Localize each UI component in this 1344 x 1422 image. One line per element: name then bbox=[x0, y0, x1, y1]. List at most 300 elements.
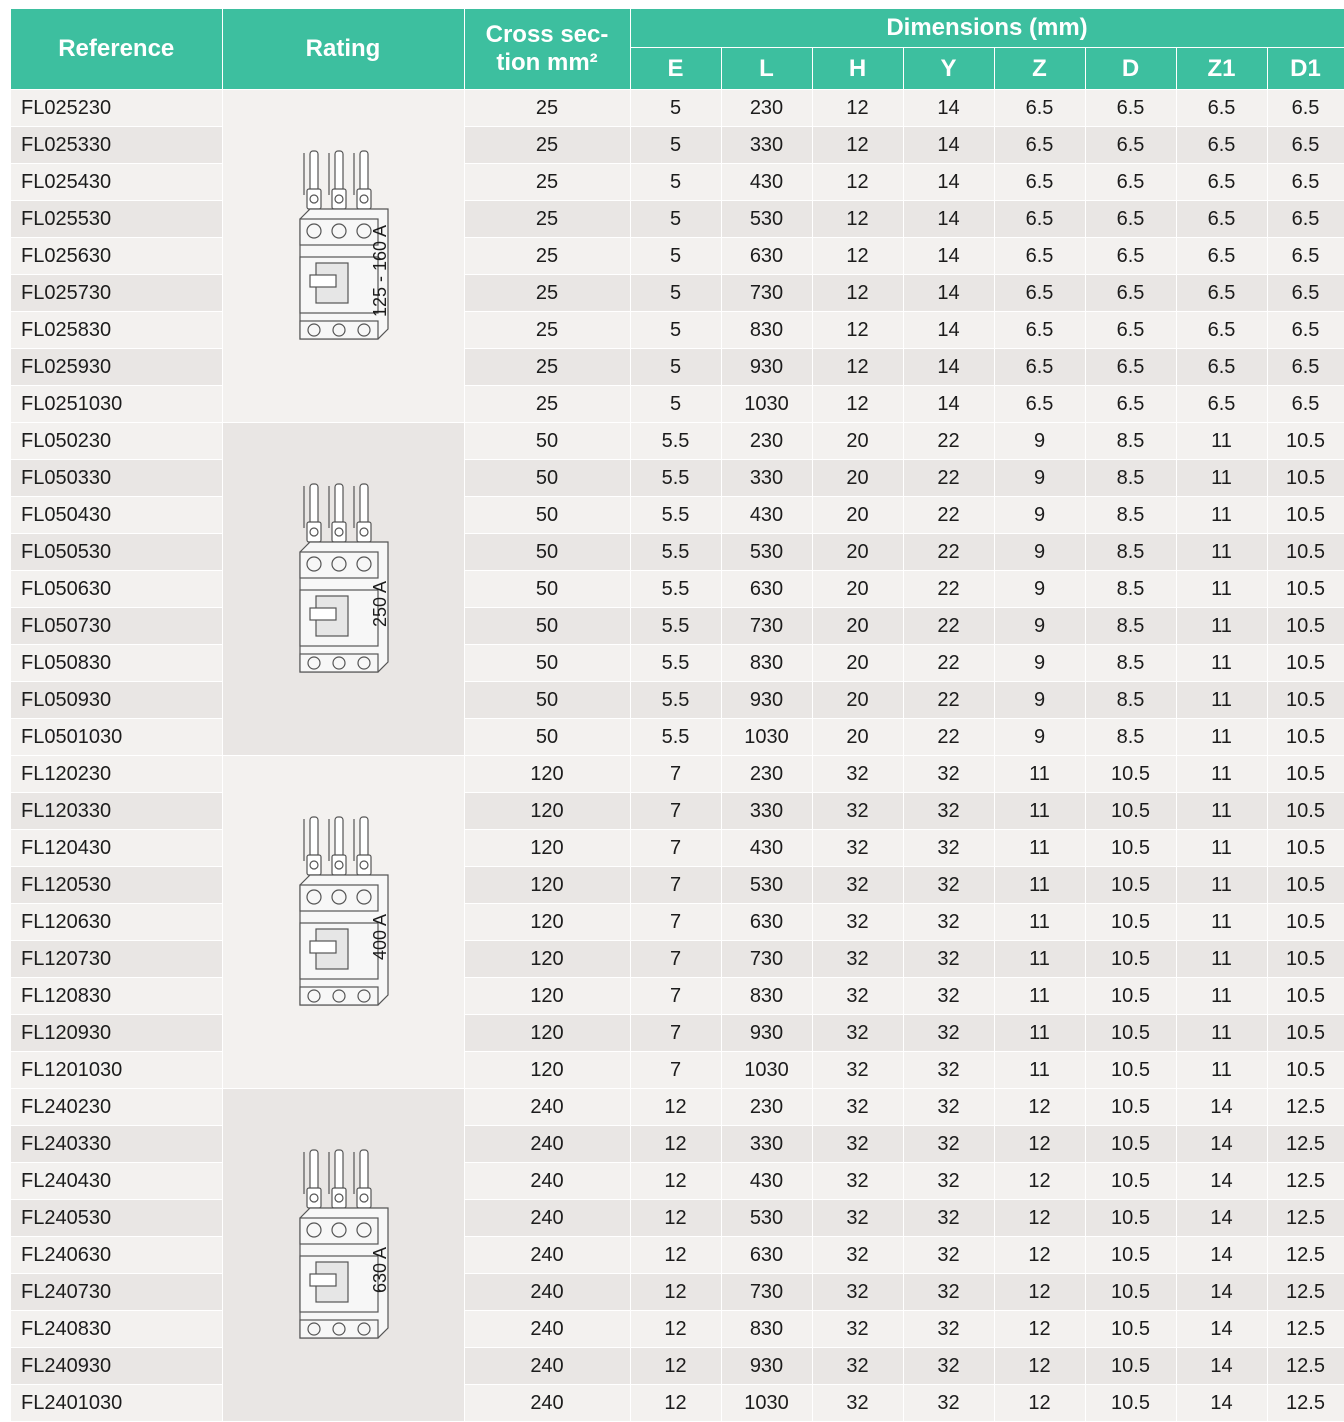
cross-section-cell: 25 bbox=[464, 238, 630, 275]
dim-header-l: L bbox=[721, 48, 812, 90]
dim-z1-cell: 11 bbox=[1176, 867, 1267, 904]
dim-y-cell: 22 bbox=[903, 423, 994, 460]
table-row bbox=[11, 460, 1344, 497]
dim-d1-cell: 10.5 bbox=[1267, 1052, 1344, 1089]
cross-section-cell: 120 bbox=[464, 1015, 630, 1052]
dim-d-cell: 10.5 bbox=[1085, 1015, 1176, 1052]
dim-h-cell: 20 bbox=[812, 571, 903, 608]
dim-d-cell: 6.5 bbox=[1085, 386, 1176, 423]
dim-d-cell: 8.5 bbox=[1085, 645, 1176, 682]
dim-y-cell: 32 bbox=[903, 1385, 994, 1422]
table-row bbox=[11, 1348, 1344, 1385]
circuit-breaker-illustration bbox=[288, 149, 398, 364]
dim-z-cell: 11 bbox=[994, 1015, 1085, 1052]
cross-section-cell: 120 bbox=[464, 941, 630, 978]
dim-z1-cell: 14 bbox=[1176, 1237, 1267, 1274]
dim-z1-cell: 14 bbox=[1176, 1311, 1267, 1348]
circuit-breaker-illustration bbox=[288, 815, 398, 1030]
reference-cell: FL050630 bbox=[11, 571, 222, 608]
dim-l-cell: 230 bbox=[721, 90, 812, 127]
dim-header-h: H bbox=[812, 48, 903, 90]
table-row bbox=[11, 719, 1344, 756]
dim-d-cell: 10.5 bbox=[1085, 1052, 1176, 1089]
dim-z1-cell: 11 bbox=[1176, 460, 1267, 497]
reference-cell: FL120630 bbox=[11, 904, 222, 941]
dim-z-cell: 6.5 bbox=[994, 312, 1085, 349]
cross-section-cell: 120 bbox=[464, 978, 630, 1015]
dim-d1-cell: 6.5 bbox=[1267, 127, 1344, 164]
dim-y-cell: 14 bbox=[903, 201, 994, 238]
dim-h-cell: 20 bbox=[812, 460, 903, 497]
reference-cell: FL025230 bbox=[11, 90, 222, 127]
table-row bbox=[11, 1126, 1344, 1163]
dim-z1-cell: 11 bbox=[1176, 941, 1267, 978]
dim-z1-cell: 6.5 bbox=[1176, 275, 1267, 312]
cross-section-cell: 120 bbox=[464, 1052, 630, 1089]
rating-label: 250 A bbox=[369, 580, 390, 627]
dim-z1-cell: 11 bbox=[1176, 904, 1267, 941]
cross-section-cell: 50 bbox=[464, 460, 630, 497]
reference-cell: FL0501030 bbox=[11, 719, 222, 756]
dim-y-cell: 32 bbox=[903, 1089, 994, 1126]
dim-l-cell: 730 bbox=[721, 1274, 812, 1311]
dim-h-cell: 32 bbox=[812, 1200, 903, 1237]
table-row bbox=[11, 1200, 1344, 1237]
dim-d1-cell: 12.5 bbox=[1267, 1385, 1344, 1422]
dim-l-cell: 630 bbox=[721, 904, 812, 941]
dim-d1-cell: 10.5 bbox=[1267, 534, 1344, 571]
dim-d1-cell: 10.5 bbox=[1267, 682, 1344, 719]
dim-d1-cell: 10.5 bbox=[1267, 1015, 1344, 1052]
dim-d-cell: 10.5 bbox=[1085, 1200, 1176, 1237]
dim-y-cell: 22 bbox=[903, 534, 994, 571]
dim-d-cell: 6.5 bbox=[1085, 238, 1176, 275]
dim-z-cell: 6.5 bbox=[994, 90, 1085, 127]
cross-section-cell: 50 bbox=[464, 497, 630, 534]
dim-z-cell: 6.5 bbox=[994, 275, 1085, 312]
cross-section-cell: 120 bbox=[464, 867, 630, 904]
dim-z-cell: 6.5 bbox=[994, 164, 1085, 201]
dim-l-cell: 230 bbox=[721, 423, 812, 460]
dim-l-cell: 830 bbox=[721, 1311, 812, 1348]
table-header bbox=[11, 9, 1344, 90]
cross-section-cell: 50 bbox=[464, 608, 630, 645]
reference-cell: FL050930 bbox=[11, 682, 222, 719]
dim-l-cell: 530 bbox=[721, 867, 812, 904]
dim-e-cell: 12 bbox=[630, 1200, 721, 1237]
dim-z1-cell: 11 bbox=[1176, 571, 1267, 608]
dim-z-cell: 9 bbox=[994, 682, 1085, 719]
cross-section-cell: 240 bbox=[464, 1348, 630, 1385]
dim-l-cell: 430 bbox=[721, 164, 812, 201]
cross-section-cell: 120 bbox=[464, 756, 630, 793]
dim-l-cell: 230 bbox=[721, 1089, 812, 1126]
reference-cell: FL050530 bbox=[11, 534, 222, 571]
dim-y-cell: 14 bbox=[903, 349, 994, 386]
cross-section-cell: 240 bbox=[464, 1089, 630, 1126]
dim-y-cell: 32 bbox=[903, 1126, 994, 1163]
cross-section-header-line1: Cross sec- bbox=[485, 21, 609, 49]
reference-cell: FL120930 bbox=[11, 1015, 222, 1052]
dim-z1-cell: 14 bbox=[1176, 1126, 1267, 1163]
dim-d1-cell: 6.5 bbox=[1267, 201, 1344, 238]
dim-d1-cell: 10.5 bbox=[1267, 497, 1344, 534]
dim-header-d: D bbox=[1085, 48, 1176, 90]
cross-section-cell: 240 bbox=[464, 1200, 630, 1237]
cross-section-cell: 240 bbox=[464, 1385, 630, 1422]
dim-y-cell: 32 bbox=[903, 904, 994, 941]
cross-section-cell: 25 bbox=[464, 201, 630, 238]
dim-y-cell: 14 bbox=[903, 386, 994, 423]
dim-y-cell: 22 bbox=[903, 608, 994, 645]
dim-y-cell: 22 bbox=[903, 497, 994, 534]
dim-l-cell: 230 bbox=[721, 756, 812, 793]
dim-z-cell: 9 bbox=[994, 608, 1085, 645]
dim-y-cell: 14 bbox=[903, 164, 994, 201]
reference-cell: FL120230 bbox=[11, 756, 222, 793]
reference-cell: FL240930 bbox=[11, 1348, 222, 1385]
dim-z-cell: 12 bbox=[994, 1237, 1085, 1274]
dim-e-cell: 12 bbox=[630, 1311, 721, 1348]
dim-z-cell: 6.5 bbox=[994, 127, 1085, 164]
dim-e-cell: 12 bbox=[630, 1348, 721, 1385]
dim-e-cell: 7 bbox=[630, 756, 721, 793]
reference-header: Reference bbox=[11, 9, 222, 90]
reference-cell: FL1201030 bbox=[11, 1052, 222, 1089]
dim-z1-cell: 6.5 bbox=[1176, 386, 1267, 423]
dim-h-cell: 32 bbox=[812, 793, 903, 830]
dim-z-cell: 9 bbox=[994, 719, 1085, 756]
reference-cell: FL240230 bbox=[11, 1089, 222, 1126]
table-row bbox=[11, 386, 1344, 423]
dim-e-cell: 12 bbox=[630, 1237, 721, 1274]
dim-y-cell: 14 bbox=[903, 90, 994, 127]
dim-l-cell: 630 bbox=[721, 571, 812, 608]
dim-z1-cell: 6.5 bbox=[1176, 238, 1267, 275]
dim-l-cell: 330 bbox=[721, 460, 812, 497]
dim-h-cell: 12 bbox=[812, 275, 903, 312]
circuit-breaker-illustration bbox=[288, 1148, 398, 1363]
table-row bbox=[11, 201, 1344, 238]
dim-y-cell: 22 bbox=[903, 460, 994, 497]
dim-d1-cell: 6.5 bbox=[1267, 164, 1344, 201]
dim-z1-cell: 14 bbox=[1176, 1200, 1267, 1237]
table-row bbox=[11, 349, 1344, 386]
dim-header-z: Z bbox=[994, 48, 1085, 90]
table-row bbox=[11, 1311, 1344, 1348]
dim-e-cell: 5.5 bbox=[630, 571, 721, 608]
cross-section-cell: 50 bbox=[464, 423, 630, 460]
dim-d-cell: 10.5 bbox=[1085, 830, 1176, 867]
dim-e-cell: 12 bbox=[630, 1163, 721, 1200]
dim-header-e: E bbox=[630, 48, 721, 90]
rating-group bbox=[11, 756, 1344, 1089]
dim-d1-cell: 10.5 bbox=[1267, 608, 1344, 645]
reference-cell: FL050330 bbox=[11, 460, 222, 497]
table-row bbox=[11, 534, 1344, 571]
dim-d1-cell: 10.5 bbox=[1267, 941, 1344, 978]
dim-z-cell: 12 bbox=[994, 1126, 1085, 1163]
dim-d1-cell: 12.5 bbox=[1267, 1126, 1344, 1163]
rating-group bbox=[11, 423, 1344, 756]
dim-d-cell: 10.5 bbox=[1085, 1348, 1176, 1385]
reference-cell: FL025630 bbox=[11, 238, 222, 275]
dim-z-cell: 11 bbox=[994, 830, 1085, 867]
cross-section-cell: 25 bbox=[464, 90, 630, 127]
cross-section-cell: 120 bbox=[464, 793, 630, 830]
dim-h-cell: 32 bbox=[812, 756, 903, 793]
dim-e-cell: 5 bbox=[630, 275, 721, 312]
dim-d1-cell: 12.5 bbox=[1267, 1274, 1344, 1311]
dim-h-cell: 20 bbox=[812, 534, 903, 571]
reference-cell: FL120530 bbox=[11, 867, 222, 904]
dim-d1-cell: 12.5 bbox=[1267, 1163, 1344, 1200]
rating-header: Rating bbox=[222, 9, 464, 90]
dim-e-cell: 5.5 bbox=[630, 682, 721, 719]
dim-z-cell: 12 bbox=[994, 1348, 1085, 1385]
dim-y-cell: 32 bbox=[903, 867, 994, 904]
dim-y-cell: 32 bbox=[903, 1163, 994, 1200]
dim-e-cell: 12 bbox=[630, 1126, 721, 1163]
dim-h-cell: 12 bbox=[812, 386, 903, 423]
table-row bbox=[11, 793, 1344, 830]
dim-header-y: Y bbox=[903, 48, 994, 90]
dim-d1-cell: 10.5 bbox=[1267, 460, 1344, 497]
dim-z-cell: 9 bbox=[994, 534, 1085, 571]
reference-cell: FL050430 bbox=[11, 497, 222, 534]
dim-d-cell: 10.5 bbox=[1085, 1126, 1176, 1163]
dim-l-cell: 530 bbox=[721, 1200, 812, 1237]
dim-z-cell: 6.5 bbox=[994, 201, 1085, 238]
dim-e-cell: 5 bbox=[630, 201, 721, 238]
cross-section-cell: 50 bbox=[464, 719, 630, 756]
cross-section-cell: 25 bbox=[464, 127, 630, 164]
dim-l-cell: 930 bbox=[721, 1348, 812, 1385]
dim-y-cell: 22 bbox=[903, 719, 994, 756]
rating-group bbox=[11, 90, 1344, 423]
dim-d-cell: 6.5 bbox=[1085, 90, 1176, 127]
dim-l-cell: 830 bbox=[721, 312, 812, 349]
dim-z1-cell: 11 bbox=[1176, 978, 1267, 1015]
dim-d-cell: 10.5 bbox=[1085, 756, 1176, 793]
dim-y-cell: 32 bbox=[903, 978, 994, 1015]
cross-section-header-line2: tion mm² bbox=[496, 49, 598, 76]
dim-d-cell: 10.5 bbox=[1085, 978, 1176, 1015]
dim-e-cell: 12 bbox=[630, 1274, 721, 1311]
reference-cell: FL240330 bbox=[11, 1126, 222, 1163]
dim-z1-cell: 14 bbox=[1176, 1348, 1267, 1385]
table-row bbox=[11, 1052, 1344, 1089]
dim-d1-cell: 10.5 bbox=[1267, 571, 1344, 608]
dim-h-cell: 20 bbox=[812, 719, 903, 756]
dim-e-cell: 7 bbox=[630, 793, 721, 830]
dim-h-cell: 20 bbox=[812, 608, 903, 645]
dim-d1-cell: 12.5 bbox=[1267, 1089, 1344, 1126]
dim-y-cell: 32 bbox=[903, 1200, 994, 1237]
cross-section-cell: 240 bbox=[464, 1163, 630, 1200]
dim-d1-cell: 10.5 bbox=[1267, 719, 1344, 756]
dim-e-cell: 5.5 bbox=[630, 460, 721, 497]
dim-header-d1: D1 bbox=[1267, 48, 1344, 90]
dim-z-cell: 6.5 bbox=[994, 386, 1085, 423]
dim-h-cell: 32 bbox=[812, 1052, 903, 1089]
dim-d-cell: 8.5 bbox=[1085, 571, 1176, 608]
table-row bbox=[11, 756, 1344, 793]
dim-y-cell: 32 bbox=[903, 1311, 994, 1348]
cross-section-cell: 120 bbox=[464, 904, 630, 941]
cross-section-cell: 240 bbox=[464, 1311, 630, 1348]
rating-group bbox=[11, 1089, 1344, 1422]
table-row bbox=[11, 978, 1344, 1015]
dim-h-cell: 32 bbox=[812, 1274, 903, 1311]
reference-cell: FL120830 bbox=[11, 978, 222, 1015]
dim-z1-cell: 11 bbox=[1176, 645, 1267, 682]
dim-h-cell: 32 bbox=[812, 830, 903, 867]
dim-e-cell: 5 bbox=[630, 164, 721, 201]
dim-l-cell: 530 bbox=[721, 201, 812, 238]
dim-e-cell: 5 bbox=[630, 312, 721, 349]
dim-d-cell: 10.5 bbox=[1085, 1311, 1176, 1348]
dim-h-cell: 20 bbox=[812, 645, 903, 682]
dim-z-cell: 11 bbox=[994, 904, 1085, 941]
dim-e-cell: 5 bbox=[630, 386, 721, 423]
dim-d-cell: 6.5 bbox=[1085, 201, 1176, 238]
dim-h-cell: 20 bbox=[812, 682, 903, 719]
dim-d-cell: 10.5 bbox=[1085, 867, 1176, 904]
dim-z1-cell: 14 bbox=[1176, 1385, 1267, 1422]
dim-z-cell: 9 bbox=[994, 571, 1085, 608]
dim-e-cell: 7 bbox=[630, 1052, 721, 1089]
dim-h-cell: 12 bbox=[812, 201, 903, 238]
dim-e-cell: 5 bbox=[630, 238, 721, 275]
cross-section-header bbox=[464, 9, 630, 90]
dim-h-cell: 12 bbox=[812, 312, 903, 349]
dim-d-cell: 10.5 bbox=[1085, 941, 1176, 978]
dim-d-cell: 10.5 bbox=[1085, 1237, 1176, 1274]
dim-z-cell: 11 bbox=[994, 756, 1085, 793]
dim-e-cell: 5.5 bbox=[630, 534, 721, 571]
reference-cell: FL240830 bbox=[11, 1311, 222, 1348]
cross-section-cell: 25 bbox=[464, 275, 630, 312]
dim-l-cell: 1030 bbox=[721, 1385, 812, 1422]
dim-h-cell: 32 bbox=[812, 867, 903, 904]
reference-cell: FL050730 bbox=[11, 608, 222, 645]
dim-z-cell: 11 bbox=[994, 941, 1085, 978]
dim-l-cell: 1030 bbox=[721, 719, 812, 756]
dim-d1-cell: 12.5 bbox=[1267, 1348, 1344, 1385]
dim-d-cell: 8.5 bbox=[1085, 497, 1176, 534]
dim-h-cell: 32 bbox=[812, 978, 903, 1015]
cross-section-cell: 120 bbox=[464, 830, 630, 867]
reference-cell: FL240730 bbox=[11, 1274, 222, 1311]
dim-d1-cell: 10.5 bbox=[1267, 756, 1344, 793]
cross-section-cell: 25 bbox=[464, 312, 630, 349]
table-row bbox=[11, 1237, 1344, 1274]
cross-section-cell: 50 bbox=[464, 571, 630, 608]
dim-e-cell: 7 bbox=[630, 941, 721, 978]
dim-d1-cell: 10.5 bbox=[1267, 793, 1344, 830]
cross-section-cell: 25 bbox=[464, 349, 630, 386]
reference-cell: FL120730 bbox=[11, 941, 222, 978]
dim-h-cell: 32 bbox=[812, 1348, 903, 1385]
dim-h-cell: 20 bbox=[812, 497, 903, 534]
dim-z-cell: 12 bbox=[994, 1274, 1085, 1311]
dim-h-cell: 12 bbox=[812, 238, 903, 275]
dim-h-cell: 32 bbox=[812, 1237, 903, 1274]
reference-cell: FL0251030 bbox=[11, 386, 222, 423]
dim-d1-cell: 10.5 bbox=[1267, 423, 1344, 460]
dim-e-cell: 5 bbox=[630, 90, 721, 127]
dim-z1-cell: 11 bbox=[1176, 719, 1267, 756]
dim-z-cell: 9 bbox=[994, 460, 1085, 497]
dim-d-cell: 8.5 bbox=[1085, 719, 1176, 756]
dim-y-cell: 14 bbox=[903, 312, 994, 349]
reference-cell: FL025430 bbox=[11, 164, 222, 201]
dim-d1-cell: 6.5 bbox=[1267, 312, 1344, 349]
dim-h-cell: 32 bbox=[812, 1089, 903, 1126]
dim-d-cell: 10.5 bbox=[1085, 904, 1176, 941]
dim-y-cell: 32 bbox=[903, 1348, 994, 1385]
dim-d-cell: 10.5 bbox=[1085, 1163, 1176, 1200]
dim-d1-cell: 12.5 bbox=[1267, 1311, 1344, 1348]
dim-z-cell: 11 bbox=[994, 793, 1085, 830]
dim-h-cell: 12 bbox=[812, 349, 903, 386]
dim-z1-cell: 14 bbox=[1176, 1274, 1267, 1311]
cross-section-cell: 240 bbox=[464, 1126, 630, 1163]
dim-z-cell: 6.5 bbox=[994, 238, 1085, 275]
dim-d-cell: 10.5 bbox=[1085, 793, 1176, 830]
dim-y-cell: 32 bbox=[903, 1015, 994, 1052]
dim-d-cell: 6.5 bbox=[1085, 164, 1176, 201]
dim-d1-cell: 6.5 bbox=[1267, 238, 1344, 275]
dim-l-cell: 830 bbox=[721, 645, 812, 682]
dim-z-cell: 12 bbox=[994, 1163, 1085, 1200]
cross-section-cell: 50 bbox=[464, 645, 630, 682]
dim-l-cell: 730 bbox=[721, 941, 812, 978]
dim-z1-cell: 14 bbox=[1176, 1089, 1267, 1126]
dim-e-cell: 7 bbox=[630, 830, 721, 867]
table-row bbox=[11, 497, 1344, 534]
dim-d-cell: 6.5 bbox=[1085, 349, 1176, 386]
dim-y-cell: 14 bbox=[903, 127, 994, 164]
dim-d1-cell: 6.5 bbox=[1267, 386, 1344, 423]
dim-l-cell: 730 bbox=[721, 275, 812, 312]
dim-h-cell: 20 bbox=[812, 423, 903, 460]
dim-z1-cell: 14 bbox=[1176, 1163, 1267, 1200]
dim-z1-cell: 11 bbox=[1176, 534, 1267, 571]
dim-z1-cell: 11 bbox=[1176, 1015, 1267, 1052]
dim-z1-cell: 6.5 bbox=[1176, 164, 1267, 201]
reference-cell: FL240430 bbox=[11, 1163, 222, 1200]
dim-z-cell: 12 bbox=[994, 1200, 1085, 1237]
dim-d-cell: 10.5 bbox=[1085, 1385, 1176, 1422]
dim-z1-cell: 6.5 bbox=[1176, 90, 1267, 127]
dim-z-cell: 12 bbox=[994, 1385, 1085, 1422]
dim-e-cell: 5.5 bbox=[630, 645, 721, 682]
dim-e-cell: 7 bbox=[630, 1015, 721, 1052]
cross-section-cell: 25 bbox=[464, 164, 630, 201]
dim-l-cell: 1030 bbox=[721, 1052, 812, 1089]
dim-h-cell: 32 bbox=[812, 1163, 903, 1200]
dim-l-cell: 1030 bbox=[721, 386, 812, 423]
dim-y-cell: 32 bbox=[903, 941, 994, 978]
dim-z-cell: 12 bbox=[994, 1089, 1085, 1126]
cross-section-cell: 240 bbox=[464, 1274, 630, 1311]
dim-d-cell: 8.5 bbox=[1085, 608, 1176, 645]
dim-z1-cell: 11 bbox=[1176, 497, 1267, 534]
dim-z1-cell: 11 bbox=[1176, 793, 1267, 830]
dim-e-cell: 7 bbox=[630, 978, 721, 1015]
